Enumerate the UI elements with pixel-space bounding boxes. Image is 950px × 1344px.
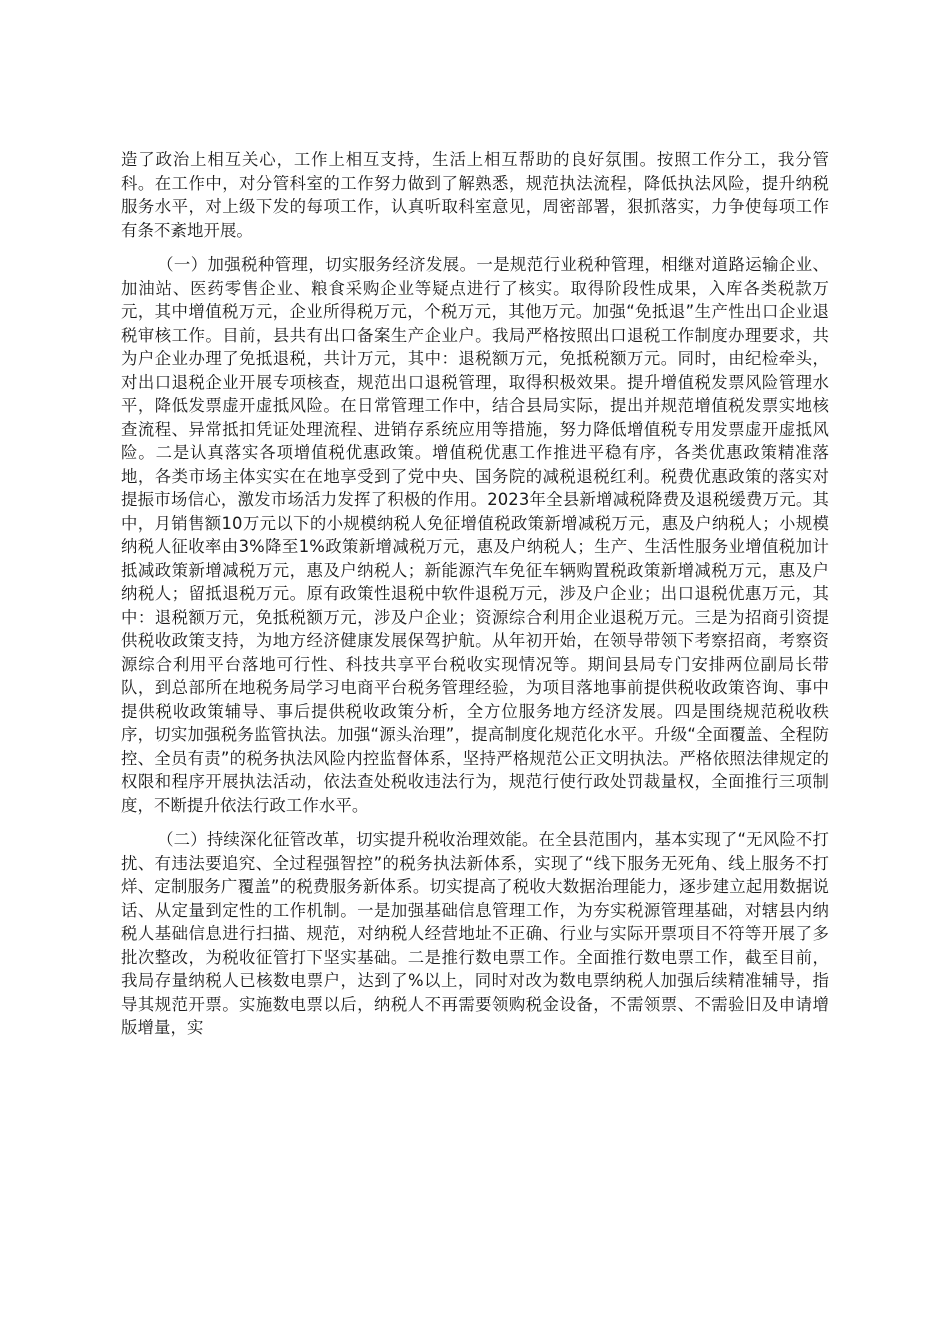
paragraph-section-2: （二）持续深化征管改革，切实提升税收治理效能。在全县范围内，基本实现了“无风险不打扰、有违法要追究、全过程强智控”的税务执法新体系，实现了“线下服务无死角、线上服务不打烊、定制服务广覆盖”的税费服务新体系。切实提高了税收大数据治理能力，逐步建立起用数据说话、从定量到定性的工作机制。一是加强基础信息管理工作，为夯实税源管理基础，对辖县内纳税人基础信息进行扫描、规范，对纳税人经营地址不正确、行业与实际开票项目不符等开展了多批次整改，为税收征管打下坚实基础。二是推行数电票工作。全面推行数电票工作，截至目前，我局存量纳税人已核数电票户，达到了%以上，同时对改为数电票纳税人加强后续精准辅导，指导其规范开票。实施数电票以后，纳税人不再需要领购税金设备，不需领票、不需验旧及申请增版增量，实 — [121, 830, 829, 1037]
paragraph-section-1: （一）加强税种管理，切实服务经济发展。一是规范行业税种管理，相继对道路运输企业、加油站、医药零售企业、粮食采购企业等疑点进行了核实。取得阶段性成果，入库各类税款万元，其中增值税万元，企业所得税万元，个税万元，其他万元。加强“免抵退”生产性出口企业退税审核工作。目前，县共有出口备案生产企业户。我局严格按照出口退税工作制度办理要求，共为户企业办理了免抵退税，共计万元，其中：退税额万元，免抵税额万元。同时，由纪检牵头，对出口退税企业开展专项核查，规范出口退税管理，取得积极效果。提升增值税发票风险管理水平，降低发票虚开虚抵风险。在日常管理工作中，结合县局实际，提出并规范增值税发票实地核查流程、异常抵扣凭证处理流程、进销存系统应用等措施，努力降低增值税专用发票虚开虚抵风险。二是认真落实各项增值税优惠政策。增值税优惠工作推进平稳有序，各类优惠政策精准落地，各类市场主体实实在在地享受到了党中央、国务院的减税退税红利。税费优惠政策的落实对提振市场信心，激发市场活力发挥了积极的作用。2023年全县新增减税降费及退税缓费万元。其中，月销售额10万元以下的小规模纳税人免征增值税政策新增减税万元，惠及户纳税人；小规模纳税人征收率由3%降至1%政策新增减税万元，惠及户纳税人；生产、生活性服务业增值税加计抵减政策新增减税万元，惠及户纳税人；新能源汽车免征车辆购置税政策新增减税万元，惠及户纳税人；留抵退税万元。原有政策性退税中软件退税万元，涉及户企业；出口退税优惠万元，其中：退税额万元，免抵税额万元，涉及户企业；资源综合利用企业退税万元。三是为招商引资提供税收政策支持，为地方经济健康发展保驾护航。从年初开始，在领导带领下考察招商，考察资源综合利用平台落地可行性、科技共享平台税收实现情况等。期间县局专门安排两位副局长带队，到总部所在地税务局学习电商平台税务管理经验，为项目落地事前提供税收政策咨询、事中提供税收政策辅导、事后提供税收政策分析，全方位服务地方经济发展。四是围绕规范税收秩序，切实加强税务监管执法。加强“源头治理”，提高制度化规范化水平。升级“全面覆盖、全程防控、全员有责”的税务执法风险内控监督体系，坚持严格规范公正文明执法。严格依照法律规定的权限和程序开展执法活动，依法查处税收违法行为，规范行使行政处罚裁量权，全面推行三项制度，不断提升依法行政工作水平。 — [121, 255, 829, 815]
document-page — [121, 148, 829, 1051]
paragraph-intro: 造了政治上相互关心，工作上相互支持，生活上相互帮助的良好氛围。按照工作分工，我分管科。在工作中，对分管科室的工作努力做到了解熟悉，规范执法流程，降低执法风险，提升纳税服务水平，对上级下发的每项工作，认真听取科室意见，周密部署，狠抓落实，力争使每项工作有条不紊地开展。 — [121, 150, 829, 240]
